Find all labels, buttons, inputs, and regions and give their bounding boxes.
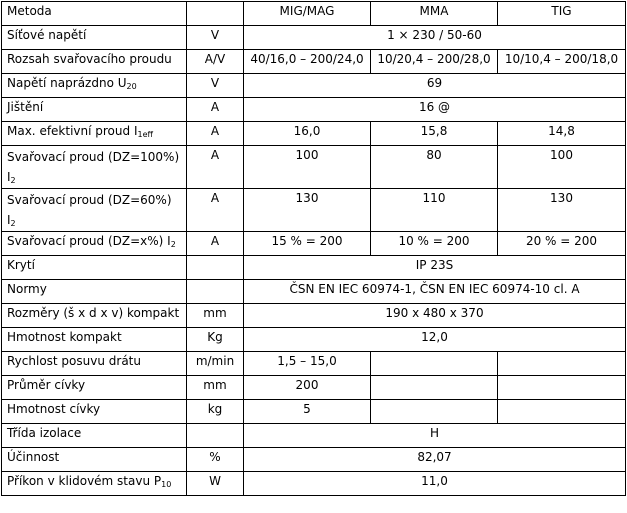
value-all-methods: 16 @: [244, 98, 626, 122]
row-ucinnost: [2, 448, 626, 472]
param-text: Účinnost: [7, 450, 60, 464]
unit-value: Kg: [187, 328, 244, 352]
unit-value: m/min: [187, 352, 244, 376]
param-subscript: 2: [10, 219, 16, 228]
param-subscript: 10: [161, 480, 172, 489]
value-mma: 80: [371, 146, 498, 189]
param-text: Průměr cívky: [7, 378, 86, 392]
param-label: [2, 352, 187, 376]
param-text: Svařovací proud (DZ=60%): [7, 193, 172, 207]
param-label: [2, 50, 187, 74]
value-all-methods: 69: [244, 74, 626, 98]
value-all-methods: IP 23S: [244, 256, 626, 280]
param-label: [2, 146, 187, 189]
param-text: Příkon v klidovém stavu P: [7, 474, 162, 488]
value-all-methods: 12,0: [244, 328, 626, 352]
value-all-methods: 1 × 230 / 50-60: [244, 26, 626, 50]
value-mma: 10/20,4 – 200/28,0: [371, 50, 498, 74]
row-max-proud: [2, 122, 626, 146]
param-label: [2, 122, 187, 146]
unit-value: [187, 424, 244, 448]
param-subscript: 2: [10, 176, 16, 185]
value-mma: 110: [371, 189, 498, 232]
value-tig: 100: [498, 146, 626, 189]
param-label: [2, 26, 187, 50]
param-text: Napětí naprázdno U: [7, 76, 127, 90]
unit-value: A: [187, 189, 244, 232]
param-text: Rozměry (š x d x v) kompakt: [7, 306, 180, 320]
value-tig: [498, 376, 626, 400]
value-mma: 15,8: [371, 122, 498, 146]
unit-value: mm: [187, 376, 244, 400]
unit-value: W: [187, 472, 244, 496]
unit-value: mm: [187, 304, 244, 328]
param-label: [2, 376, 187, 400]
param-label: [2, 424, 187, 448]
param-label: [2, 98, 187, 122]
param-text: Třída izolace: [7, 426, 82, 440]
value-mig: 130: [244, 189, 371, 232]
param-label: [2, 328, 187, 352]
param-label: [2, 448, 187, 472]
value-tig: 10/10,4 – 200/18,0: [498, 50, 626, 74]
param-subscript: 20: [126, 82, 137, 91]
row-proud-dz100: [2, 146, 626, 189]
param-text: Svařovací proud (DZ=x%) I: [7, 234, 171, 248]
value-mig: 15 % = 200: [244, 232, 371, 256]
unit-value: [187, 280, 244, 304]
row-trida-izolace: [2, 424, 626, 448]
row-sitove-napeti: [2, 26, 626, 50]
row-normy: [2, 280, 626, 304]
param-text: Hmotnost cívky: [7, 402, 101, 416]
param-text-line2: I: [7, 213, 11, 227]
value-mig: 200: [244, 376, 371, 400]
row-kryti: [2, 256, 626, 280]
unit-value: A: [187, 122, 244, 146]
unit-value: %: [187, 448, 244, 472]
unit-value: V: [187, 26, 244, 50]
param-text: Rychlost posuvu drátu: [7, 354, 141, 368]
row-napeti-naprazdno: [2, 74, 626, 98]
row-hmotnost-civky: [2, 400, 626, 424]
value-mig: 40/16,0 – 200/24,0: [244, 50, 371, 74]
header-unit: [187, 2, 244, 26]
unit-value: kg: [187, 400, 244, 424]
param-label: [2, 280, 187, 304]
value-tig: 130: [498, 189, 626, 232]
param-label: [2, 304, 187, 328]
row-jisteni: [2, 98, 626, 122]
unit-value: [187, 256, 244, 280]
row-proud-dz60: [2, 189, 626, 232]
value-mma: [371, 352, 498, 376]
value-tig: 14,8: [498, 122, 626, 146]
value-tig: [498, 352, 626, 376]
param-label: [2, 189, 187, 232]
row-rozsah-proudu: [2, 50, 626, 74]
value-all-methods: ČSN EN IEC 60974-1, ČSN EN IEC 60974-10 cl. A: [244, 280, 626, 304]
row-rychlost-drat: [2, 352, 626, 376]
param-text: Hmotnost kompakt: [7, 330, 122, 344]
unit-value: A: [187, 98, 244, 122]
value-all-methods: 11,0: [244, 472, 626, 496]
unit-value: A: [187, 146, 244, 189]
param-text: Normy: [7, 282, 47, 296]
param-text: Rozsah svařovacího proudu: [7, 52, 172, 66]
param-text: Max. efektivní proud I: [7, 124, 138, 138]
header-tig: TIG: [498, 2, 626, 26]
unit-value: A/V: [187, 50, 244, 74]
unit-value: V: [187, 74, 244, 98]
param-text: Svařovací proud (DZ=100%): [7, 150, 180, 164]
value-mig: 5: [244, 400, 371, 424]
value-all-methods: H: [244, 424, 626, 448]
value-tig: 20 % = 200: [498, 232, 626, 256]
value-mig: 100: [244, 146, 371, 189]
row-prumer-civky: [2, 376, 626, 400]
param-label: [2, 74, 187, 98]
value-all-methods: 82,07: [244, 448, 626, 472]
param-label: [2, 256, 187, 280]
row-proud-dzx: [2, 232, 626, 256]
header-mma: MMA: [371, 2, 498, 26]
row-hmotnost-kompakt: [2, 328, 626, 352]
value-mig: 16,0: [244, 122, 371, 146]
header-row: [2, 2, 626, 26]
param-text-line2: I: [7, 170, 11, 184]
unit-value: A: [187, 232, 244, 256]
value-mma: 10 % = 200: [371, 232, 498, 256]
value-all-methods: 190 x 480 x 370: [244, 304, 626, 328]
header-mig-mag: MIG/MAG: [244, 2, 371, 26]
value-tig: [498, 400, 626, 424]
param-label: [2, 400, 187, 424]
spec-table: [1, 1, 626, 496]
param-text: Krytí: [7, 258, 35, 272]
header-method: Metoda: [2, 2, 187, 26]
param-subscript: 2: [170, 240, 176, 249]
param-subscript: 1eff: [137, 130, 154, 139]
value-mma: [371, 400, 498, 424]
value-mig: 1,5 – 15,0: [244, 352, 371, 376]
row-rozmery: [2, 304, 626, 328]
param-text: Jištění: [7, 100, 44, 114]
param-label: [2, 232, 187, 256]
row-prikon: [2, 472, 626, 496]
param-label: [2, 472, 187, 496]
param-text: Síťové napětí: [7, 28, 87, 42]
value-mma: [371, 376, 498, 400]
